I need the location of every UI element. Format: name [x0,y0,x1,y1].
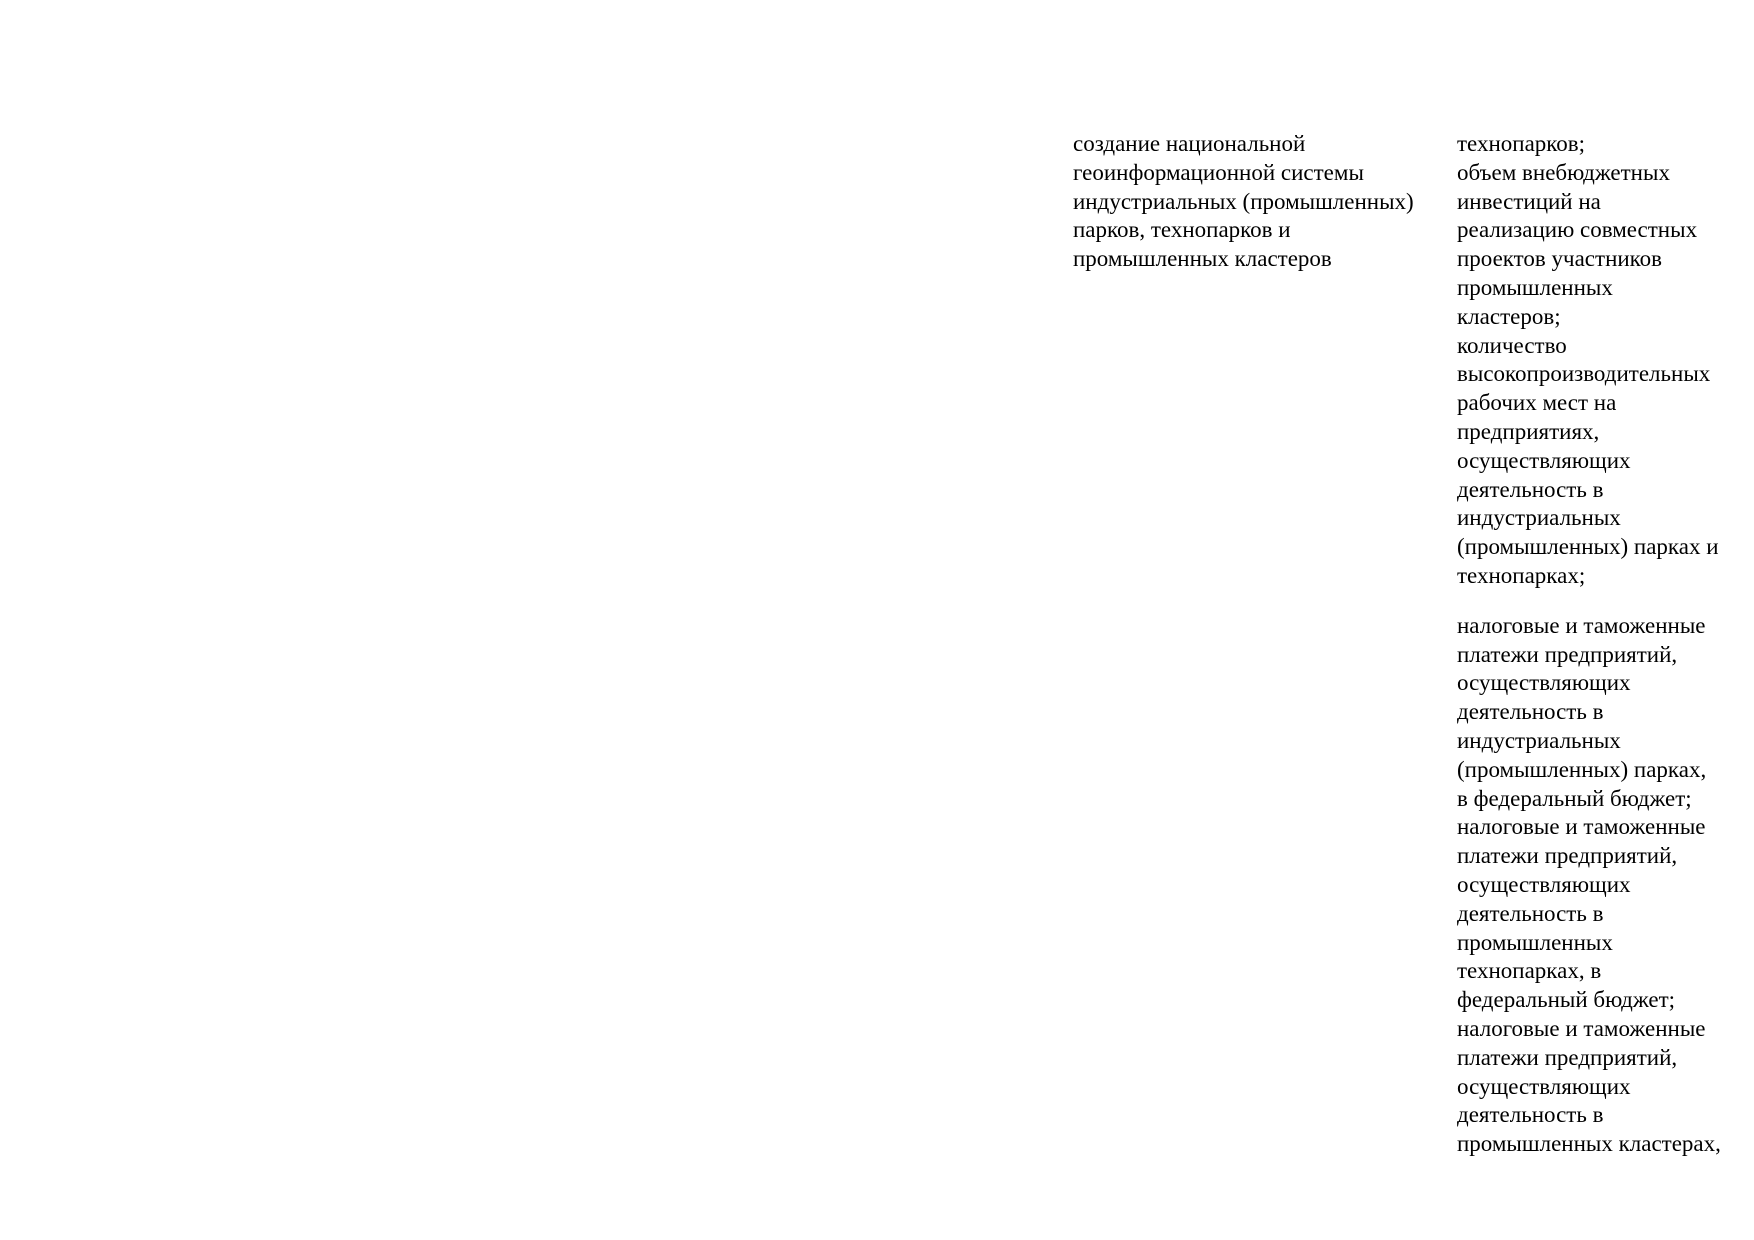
indicators-column [1457,130,1749,1159]
indicator-line: налоговые и таможенные [1457,814,1706,840]
indicator-line: платежи предприятий, [1457,843,1678,869]
indicator-line: предприятиях, [1457,418,1600,444]
paragraph-gap [1457,591,1749,612]
indicator-line: количество [1457,332,1567,358]
indicator-line: технопарках, в [1457,958,1602,984]
indicator-line: промышленных кластерах, [1457,1131,1721,1157]
indicator-line: кластеров; [1457,303,1561,329]
measure-line: индустриальных (промышленных) [1073,188,1414,214]
indicator-line: федеральный бюджет; [1457,987,1676,1013]
indicator-line: объем внебюджетных [1457,159,1670,185]
indicator-line: (промышленных) парках, [1457,756,1707,782]
indicator-line: деятельность в [1457,699,1604,725]
indicator-line: осуществляющих [1457,670,1631,696]
measure-line: геоинформационной системы [1073,159,1364,185]
indicator-line: индустриальных [1457,505,1621,531]
indicator-line: (промышленных) парках и [1457,534,1719,560]
indicator-line: технопарков; [1457,131,1586,156]
measure-column [1073,130,1451,274]
indicator-line: осуществляющих [1457,447,1631,473]
indicators-block-1 [1457,130,1749,591]
indicator-line: платежи предприятий, [1457,641,1678,667]
indicator-line: налоговые и таможенные [1457,1015,1706,1041]
indicator-line: осуществляющих [1457,1073,1631,1099]
indicators-block-2 [1457,612,1749,1159]
indicator-line: промышленных [1457,274,1613,300]
indicator-line: платежи предприятий, [1457,1044,1678,1070]
indicator-line: промышленных [1457,929,1613,955]
indicator-line: технопарках; [1457,562,1586,588]
indicator-line: деятельность в [1457,476,1604,502]
indicator-line: реализацию совместных [1457,217,1698,243]
indicator-line: индустриальных [1457,727,1621,753]
indicator-line: налоговые и таможенные [1457,612,1706,638]
measure-line: парков, технопарков и [1073,217,1291,243]
indicator-line: рабочих мест на [1457,390,1617,416]
measure-line: создание национальной [1073,131,1306,156]
indicator-line: деятельность в [1457,1102,1604,1128]
indicator-line: осуществляющих [1457,871,1631,897]
indicator-line: в федеральный бюджет; [1457,785,1692,811]
indicator-line: инвестиций на [1457,188,1601,214]
indicator-line: деятельность в [1457,900,1604,926]
indicator-line: высокопроизводительных [1457,361,1711,387]
indicator-line: проектов участников [1457,246,1663,272]
measure-line: промышленных кластеров [1073,246,1332,272]
